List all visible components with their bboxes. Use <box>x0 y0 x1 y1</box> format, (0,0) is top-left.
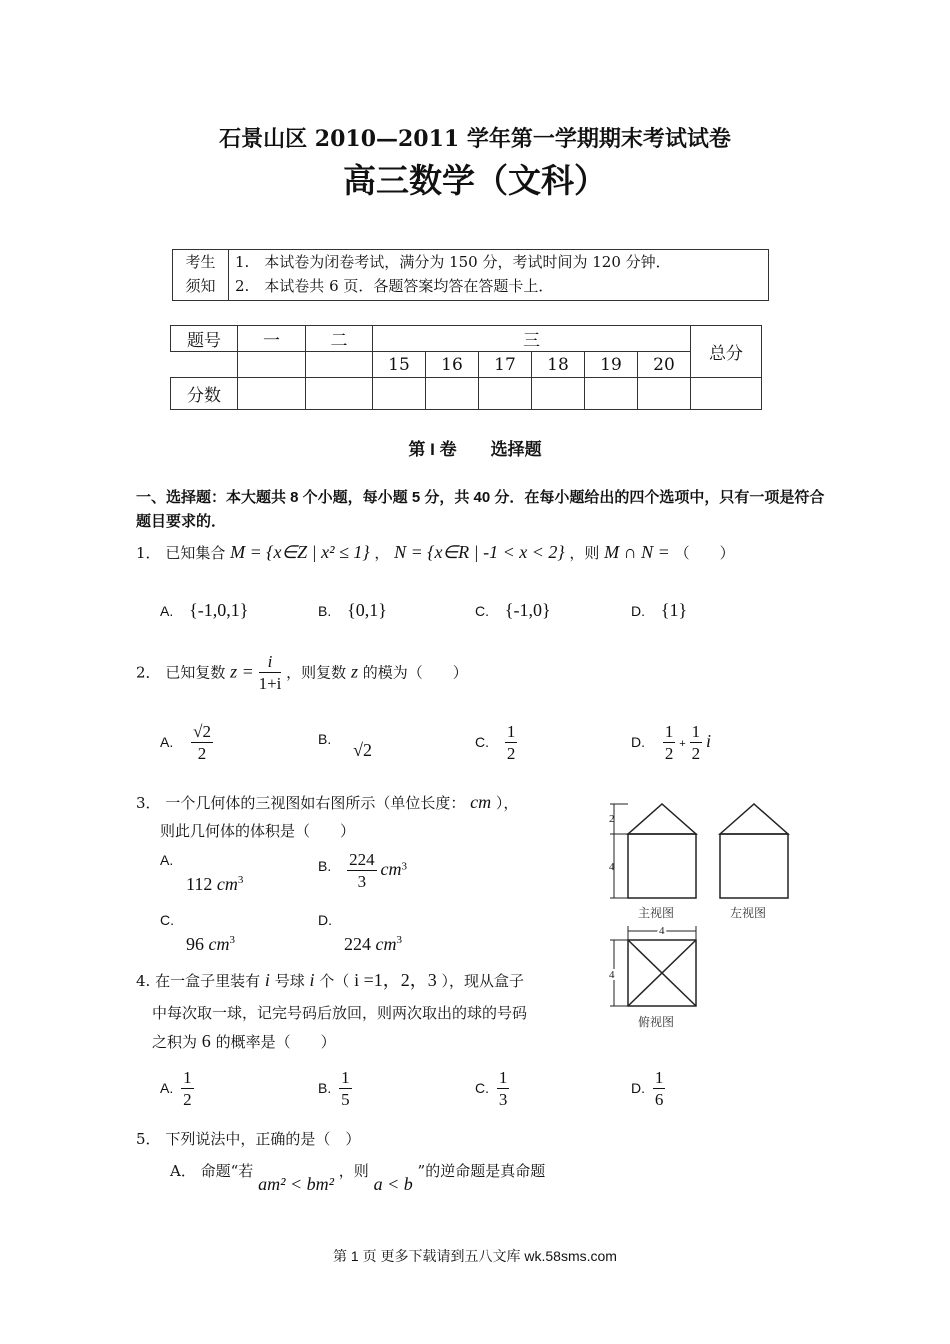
q4-option-d: D. $\frac{1}{6}$ <box>631 1068 664 1109</box>
question-number: 5． <box>136 1130 161 1148</box>
question-number: 3． <box>136 794 161 812</box>
dim-label-top-width: 4 <box>659 925 665 937</box>
section-title: 第 I 卷 选择题 <box>408 440 542 459</box>
question-2 <box>136 652 468 695</box>
q2-option-d: D. $\frac{1}{2}$ + $\frac{1}{2}$ i <box>631 722 712 763</box>
part-title: 一、选择题：本大题共 8 个小题，每小题 5 分，共 40 分．在每小题给出的四个选项中，只有一项是符合题目要求的． <box>136 489 825 530</box>
side-view-label: 左视图 <box>730 906 767 920</box>
score-cell <box>532 378 585 410</box>
score-table <box>170 325 762 410</box>
score-col-1: 一 <box>238 326 306 352</box>
question-text: ，则复数 <box>286 663 347 682</box>
score-cell <box>585 378 638 410</box>
question-1: 1． 已知集合 M = {x∈Z | x² ≤ 1} ， N = {x∈R | -1 < x < 2} ，则 M ∩ N = （ ） <box>136 542 735 562</box>
exam-subtitle: 高三数学（文科） <box>343 161 607 200</box>
question-3: 3． 一个几何体的三视图如右图所示（单位长度： cm ）， <box>136 792 519 812</box>
notice-label-line-2: 须知 <box>185 277 216 295</box>
notice-item: 2. 本试卷共 6 页．各题答案均答在答题卡上． <box>235 277 554 295</box>
score-col-2: 二 <box>306 326 373 352</box>
complex-fraction: $\frac{i}{1+i}$ <box>258 652 282 693</box>
side-view-roof <box>720 804 788 834</box>
question-text: 的模为（ ） <box>362 663 468 682</box>
q2-option-c: C. $\frac{1}{2}$ <box>475 722 516 763</box>
option-letter: A. <box>160 603 174 619</box>
notice-label-line-1: 考生 <box>185 253 216 271</box>
question-text: 已知复数 <box>165 663 226 682</box>
front-view-label: 主视图 <box>638 906 675 920</box>
score-cell <box>691 378 762 410</box>
q3-option-d: D. 224 $cm^3$ <box>318 912 402 954</box>
page-footer: 第 1 页 更多下载请到五八文库 wk.58sms.com <box>333 1248 617 1264</box>
option-value: {-1,0,1} <box>189 600 249 620</box>
set-n: N = {x∈R | -1 < x < 2} <box>394 542 565 562</box>
q5-option-a: A． 命题“若 am² < bm² ，则 a < b ”的逆命题是真命题 <box>170 1162 546 1194</box>
front-view-roof <box>628 804 696 834</box>
dim-label-top-height: 4 <box>609 969 615 981</box>
question-number: 4. <box>136 972 151 990</box>
front-view-body <box>628 834 696 898</box>
q3-option-a: A. 112 $cm^3$ <box>160 852 244 894</box>
score-sub-col: 17 <box>479 352 532 378</box>
q3-option-c: C. 96 $cm^3$ <box>160 912 235 954</box>
score-cell <box>426 378 479 410</box>
option-value: {0,1} <box>347 600 387 620</box>
set-m: M = {x∈Z | x² ≤ 1} <box>230 542 370 562</box>
question-text: 已知集合 <box>165 544 226 562</box>
notice-items <box>235 250 671 298</box>
question-text: 一个几何体的三视图如右图所示（单位长度： <box>165 794 466 812</box>
dim-label-4: 4 <box>609 861 615 873</box>
question-4: 4. 在一盒子里装有 i 号球 i 个（ i =1，2，3 ），现从盒子 <box>136 970 525 990</box>
notice-box <box>172 249 769 301</box>
question-4-line-2: 中每次取一球，记完号码后放回，则两次取出的球的号码 <box>152 1004 528 1022</box>
three-view-figure <box>600 800 815 1035</box>
q4-option-c: C. $\frac{1}{3}$ <box>475 1068 508 1109</box>
exam-title: 石景山区 2010—2011 学年第一学期期末考试试卷 <box>219 126 731 152</box>
score-row-label: 分数 <box>171 378 238 410</box>
score-cell <box>373 378 426 410</box>
score-col-3: 三 <box>373 326 691 352</box>
side-view-body <box>720 834 788 898</box>
question-5 <box>136 1128 360 1149</box>
question-text: 下列说法中，正确的是（ ） <box>165 1130 361 1148</box>
q1-option-d <box>631 600 687 621</box>
question-number: 2． <box>136 663 161 682</box>
option-letter: B. <box>318 603 332 619</box>
option-letter: C. <box>475 603 489 619</box>
score-cell <box>238 378 306 410</box>
q2-option-b: B. √2 <box>318 731 373 760</box>
score-sub-col: 18 <box>532 352 585 378</box>
variable-z: z <box>350 661 358 682</box>
option-value: {1} <box>660 600 688 620</box>
question-4-line-3: 之积为 6 的概率是（ ） <box>152 1031 336 1051</box>
notice-item: 1. 本试卷为闭卷考试，满分为 150 分，考试时间为 120 分钟． <box>235 253 671 271</box>
score-sub-col: 20 <box>638 352 691 378</box>
question-text: ，则 <box>569 544 600 562</box>
score-cell <box>638 378 691 410</box>
option-value: {-1,0} <box>504 600 551 620</box>
question-number: 1． <box>136 544 161 562</box>
score-sub-col: 19 <box>585 352 638 378</box>
answer-paren: （ ） <box>674 544 735 562</box>
q2-option-a: A. $\frac{√2}{2}$ <box>160 722 211 763</box>
question-3-line-2: 则此几何体的体积是（ ） <box>160 822 356 840</box>
score-cell <box>306 378 373 410</box>
score-total-label: 总分 <box>691 326 762 378</box>
dim-label-2: 2 <box>609 813 615 825</box>
q4-option-b: B. $\frac{1}{5}$ <box>318 1068 350 1109</box>
q4-option-a: A. $\frac{1}{2}$ <box>160 1068 192 1109</box>
q1-option-a <box>160 600 248 621</box>
q1-option-b <box>318 600 387 621</box>
score-sub-col: 15 <box>373 352 426 378</box>
score-cell <box>479 378 532 410</box>
option-letter: D. <box>631 603 645 619</box>
q3-option-b: B. $\frac{224}{3}$ $cm^3$ <box>318 850 408 891</box>
q1-option-c <box>475 600 551 621</box>
intersection-expr: M ∩ N = <box>604 542 670 562</box>
score-sub-col: 16 <box>426 352 479 378</box>
top-view-label: 俯视图 <box>638 1015 675 1029</box>
notice-label <box>173 250 229 300</box>
score-header-label: 题号 <box>171 326 238 352</box>
complex-lhs: z = <box>230 661 254 682</box>
